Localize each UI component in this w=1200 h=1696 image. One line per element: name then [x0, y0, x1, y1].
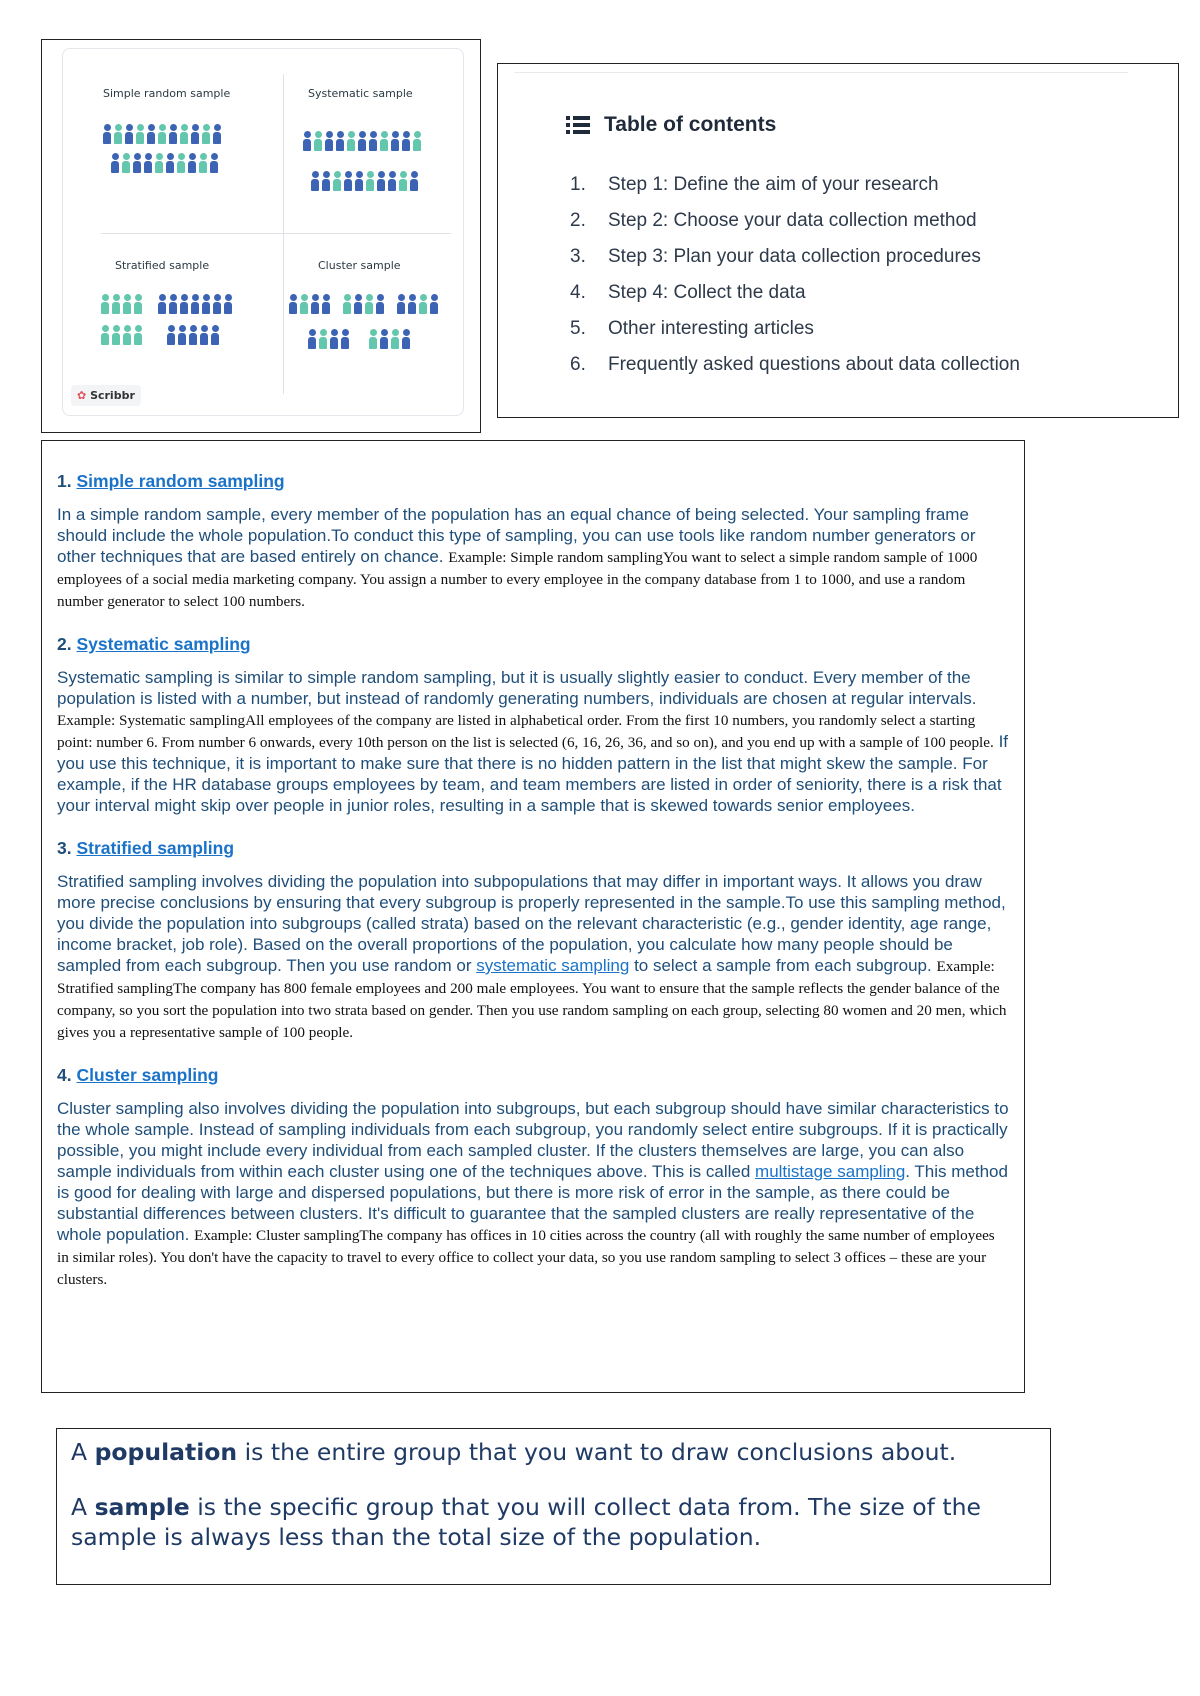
person-icon: [123, 294, 131, 314]
sampling-methods: [41, 440, 1025, 1393]
person-icon: [202, 124, 210, 144]
person-icon: [369, 329, 377, 349]
person-icon: [402, 329, 410, 349]
person-icon: [167, 325, 175, 345]
person-icon: [380, 131, 388, 151]
person-icon: [399, 171, 407, 191]
person-icon: [133, 153, 141, 173]
table-of-contents: [497, 63, 1179, 418]
person-icon: [377, 171, 385, 191]
person-icon: [330, 329, 338, 349]
person-icon: [344, 171, 352, 191]
section-number: 3.: [57, 838, 72, 858]
person-icon: [391, 329, 399, 349]
example-text: Example: Stratified samplingThe company has 800 female employees and 200 male employees. You want to ensure that the sample reflects the gender balance of the company, so you sort the population into two strata based on gender. Then you use random sampling on each group, selecting 80 women and 20 men, which gives you a representative sample of 100 people.: [57, 958, 1007, 1041]
people-icon-group: [101, 325, 142, 345]
person-icon: [322, 171, 330, 191]
scribbr-logo-icon: ✿: [77, 389, 87, 402]
person-icon: [325, 131, 333, 151]
section-heading-cluster: [57, 1065, 1009, 1086]
person-icon: [308, 329, 316, 349]
logo-text: Scribbr: [90, 389, 135, 402]
person-icon: [155, 153, 163, 173]
quadrant-title-stratified: Stratified sample: [115, 259, 210, 272]
toc-item[interactable]: [570, 203, 1020, 239]
person-icon: [188, 153, 196, 173]
definition-text: is the entire group that you want to draw conclusions about.: [244, 1438, 957, 1466]
people-icon-group: [397, 294, 438, 314]
person-icon: [408, 294, 416, 314]
section-text: In a simple random sample, every member of the population has an equal chance of being selected. Your sampling frame should include the whole population.To conduct this type of sampling, you can use tools like random number generators or other techniques that are based entirely on chance.: [57, 505, 976, 566]
definition-article: A: [71, 1493, 88, 1521]
definition-term: sample: [94, 1493, 190, 1521]
person-icon: [311, 171, 319, 191]
people-icon-group: [311, 171, 418, 191]
person-icon: [103, 124, 111, 144]
section-text: Stratified sampling involves dividing the population into subpopulations that may differ in important ways. It allows you draw more precise conclusions by ensuring that every subgroup is properly represented in the sample.To use this sampling method, you divide the population into subgroups (called strata) based on the relevant characteristic (e.g., gender identity, age range, income bracket, job role). Based on the overall proportions of the population, you calculate how many people should be sampled from each subgroup. Then you use random or: [57, 872, 1006, 975]
toc-item[interactable]: [570, 275, 1020, 311]
people-icon-group: [343, 294, 384, 314]
toc-item[interactable]: [570, 167, 1020, 203]
section-text: to select a sample from each subgroup.: [634, 956, 932, 975]
toc-item-label: Other interesting articles: [608, 318, 814, 339]
toc-item-label: Step 4: Collect the data: [608, 282, 806, 303]
person-icon: [166, 153, 174, 173]
person-icon: [169, 124, 177, 144]
person-icon: [189, 325, 197, 345]
sampling-infographic: [41, 39, 481, 433]
person-icon: [419, 294, 427, 314]
person-icon: [180, 294, 188, 314]
person-icon: [336, 131, 344, 151]
definitions-content: [71, 1437, 1036, 1577]
people-icon-group: [289, 294, 330, 314]
person-icon: [347, 131, 355, 151]
section-heading-simple-random: [57, 471, 1009, 492]
quadrant-divider-vertical: [283, 74, 284, 394]
person-icon: [112, 325, 120, 345]
person-icon: [410, 171, 418, 191]
toc-item-number: 4.: [570, 282, 586, 303]
section-number: 4.: [57, 1065, 72, 1085]
people-icon-group: [167, 325, 219, 345]
toc-item-number: 3.: [570, 246, 586, 267]
person-icon: [114, 124, 122, 144]
quadrant-title-systematic: Systematic sample: [308, 87, 413, 100]
infographic-card: [62, 48, 464, 416]
definition-sample: [71, 1492, 1036, 1552]
person-icon: [319, 329, 327, 349]
people-icon-group: [303, 131, 421, 151]
definition-term: population: [94, 1438, 238, 1466]
person-icon: [136, 124, 144, 144]
person-icon: [101, 294, 109, 314]
people-icon-group: [369, 329, 410, 349]
people-icon-group: [111, 153, 218, 173]
toc-item-label: Step 3: Plan your data collection procedures: [608, 246, 981, 267]
multistage-sampling-inline-link[interactable]: multistage sampling: [755, 1162, 906, 1181]
toc-item-label: Frequently asked questions about data collection: [608, 354, 1020, 375]
person-icon: [191, 294, 199, 314]
section-body: [57, 871, 1009, 1043]
person-icon: [341, 329, 349, 349]
person-icon: [388, 171, 396, 191]
person-icon: [300, 294, 308, 314]
example-text: Example: Cluster samplingThe company has offices in 10 cities across the country (all with roughly the same number of employees in similar roles). You don't have the capacity to travel to every office to collect your data, so you use random sampling to select 3 offices – these are your clusters.: [57, 1227, 995, 1288]
person-icon: [314, 131, 322, 151]
quadrant-title-simple-random: Simple random sample: [103, 87, 231, 100]
person-icon: [354, 294, 362, 314]
toc-item[interactable]: [570, 239, 1020, 275]
toc-title: Table of contents: [604, 113, 777, 136]
person-icon: [211, 325, 219, 345]
section-number: 2.: [57, 634, 72, 654]
toc-card: [514, 72, 1128, 409]
person-icon: [402, 131, 410, 151]
person-icon: [101, 325, 109, 345]
person-icon: [343, 294, 351, 314]
person-icon: [123, 325, 131, 345]
person-icon: [213, 124, 221, 144]
person-icon: [111, 153, 119, 173]
section-heading-systematic: [57, 634, 1009, 655]
person-icon: [178, 325, 186, 345]
quadrant-divider-horizontal: [101, 233, 451, 234]
person-icon: [210, 153, 218, 173]
person-icon: [430, 294, 438, 314]
section-heading-stratified: [57, 838, 1009, 859]
person-icon: [397, 294, 405, 314]
toc-item-number: 1.: [570, 174, 586, 195]
toc-header: [566, 113, 776, 137]
toc-item-label: Step 1: Define the aim of your research: [608, 174, 939, 195]
person-icon: [333, 171, 341, 191]
person-icon: [122, 153, 130, 173]
person-icon: [202, 294, 210, 314]
person-icon: [112, 294, 120, 314]
person-icon: [158, 294, 166, 314]
people-icon-group: [103, 124, 221, 144]
person-icon: [380, 329, 388, 349]
section-text: . This method is good for dealing with large and dispersed populations, but there is more risk of error in the sample, as there could be substantial differences between clusters. It's difficult to guarantee that the sampled clusters are really representative of the whole population.: [57, 1162, 1008, 1244]
person-icon: [177, 153, 185, 173]
scribbr-logo: [71, 385, 141, 406]
definition-text: is the specific group that you will collect data from. The size of the sample is always less than the total size of the population.: [71, 1493, 981, 1551]
person-icon: [413, 131, 421, 151]
section-body: [57, 1098, 1009, 1290]
quadrant-title-cluster: Cluster sample: [318, 259, 401, 272]
toc-item-number: 5.: [570, 318, 586, 339]
toc-item-label: Step 2: Choose your data collection method: [608, 210, 977, 231]
person-icon: [369, 131, 377, 151]
person-icon: [147, 124, 155, 144]
person-icon: [358, 131, 366, 151]
definition-population: [71, 1437, 1036, 1467]
person-icon: [355, 171, 363, 191]
person-icon: [199, 153, 207, 173]
person-icon: [376, 294, 384, 314]
section-body: [57, 504, 1009, 612]
example-text: Example: Simple random samplingYou want to select a simple random sample of 1000 employees of a social media marketing company. You assign a number to every employee in the company database from 1 to 1000, and use a random number generator to select 100 numbers.: [57, 549, 978, 610]
person-icon: [125, 124, 133, 144]
toc-item-number: 2.: [570, 210, 586, 231]
definition-article: A: [71, 1438, 88, 1466]
person-icon: [158, 124, 166, 144]
person-icon: [200, 325, 208, 345]
person-icon: [134, 325, 142, 345]
section-text: Systematic sampling is similar to simple random sampling, but it is usually slightly easier to conduct. Every member of the population is listed with a number, but instead of randomly generating numbers, individuals are chosen at regular intervals.: [57, 668, 977, 708]
person-icon: [322, 294, 330, 314]
section-body: [57, 667, 1009, 816]
section-text: If you use this technique, it is important to make sure that there is no hidden pattern in the list that might skew the sample. For example, if the HR database groups employees by team, and team members are listed in order of seniority, there is a risk that your interval might skip over people in junior roles, resulting in a sample that is skewed towards senior employees.: [57, 732, 1009, 815]
people-icon-group: [101, 294, 142, 314]
toc-list: [570, 167, 1020, 383]
systematic-sampling-link[interactable]: Systematic sampling: [76, 634, 251, 654]
person-icon: [366, 171, 374, 191]
person-icon: [365, 294, 373, 314]
person-icon: [289, 294, 297, 314]
people-icon-group: [308, 329, 349, 349]
people-icon-group: [158, 294, 232, 314]
cluster-sampling-link[interactable]: Cluster sampling: [76, 1065, 219, 1085]
example-text: Example: Systematic samplingAll employees of the company are listed in alphabetical order. From the first 10 numbers, you randomly select a starting point: number 6. From number 6 onwards, every 10th person on the list is selected (6, 16, 26, 36, and so on), and you end up with a sample of 100 people.: [57, 712, 994, 751]
toc-item[interactable]: [570, 311, 1020, 347]
person-icon: [213, 294, 221, 314]
person-icon: [224, 294, 232, 314]
simple-random-sampling-link[interactable]: Simple random sampling: [76, 471, 285, 491]
section-number: 1.: [57, 471, 72, 491]
person-icon: [303, 131, 311, 151]
list-icon: [566, 115, 590, 135]
toc-item-number: 6.: [570, 354, 586, 375]
systematic-sampling-inline-link[interactable]: systematic sampling: [476, 956, 630, 975]
person-icon: [191, 124, 199, 144]
person-icon: [180, 124, 188, 144]
person-icon: [169, 294, 177, 314]
person-icon: [144, 153, 152, 173]
stratified-sampling-link[interactable]: Stratified sampling: [76, 838, 235, 858]
person-icon: [311, 294, 319, 314]
person-icon: [391, 131, 399, 151]
methods-content: [57, 471, 1009, 1312]
toc-item[interactable]: [570, 347, 1020, 383]
section-text: Cluster sampling also involves dividing the population into subgroups, but each subgroup should have similar characteristics to the whole sample. Instead of sampling individuals from each subgroup, you randomly select entire subgroups. If it is practically possible, you might include every individual from each sampled cluster. If the clusters themselves are large, you can also sample individuals from within each cluster using one of the techniques above. This is called: [57, 1099, 1009, 1181]
definitions-box: [56, 1428, 1051, 1585]
person-icon: [134, 294, 142, 314]
